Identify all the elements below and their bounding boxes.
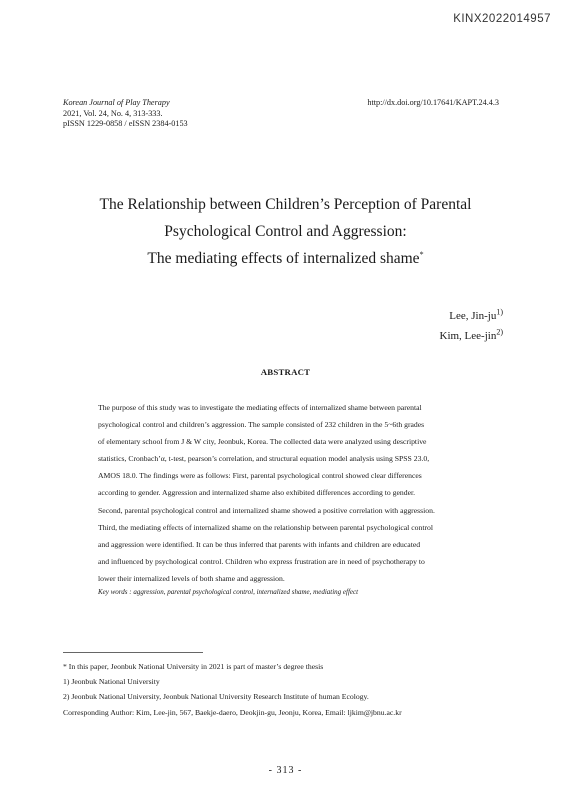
author-1-mark: 1) — [496, 307, 503, 317]
doi-link[interactable]: http://dx.doi.org/10.17641/KAPT.24.4.3 — [367, 98, 499, 107]
author-1-name: Lee, Jin-ju — [449, 310, 497, 322]
abstract-line: and influenced by psychological control. Children who express frustration are in need of psychotherapy to — [98, 556, 425, 566]
journal-info — [63, 98, 188, 130]
abstract-line: lower their internalized levels of both shame and aggression. — [98, 573, 285, 583]
journal-issn: pISSN 1229-0858 / eISSN 2384-0153 — [63, 119, 188, 128]
author-2-name: Kim, Lee-jin — [439, 330, 497, 342]
abstract-line: AMOS 18.0. The findings were as follows: First, parental psychological control showed clear differences — [98, 471, 422, 481]
abstract-line: Second, parental psychological control and internalized shame showed a positive correlation with aggression. — [98, 505, 435, 515]
abstract-line: psychological control and children’s aggression. The sample consisted of 232 children in the 5~6th grades — [98, 420, 425, 430]
abstract-line: according to gender. Aggression and internalized shame also exhibited differences according to gender. — [98, 488, 416, 498]
abstract-body — [98, 399, 498, 587]
author-1 — [440, 306, 504, 326]
journal-name: Korean Journal of Play Therapy — [63, 98, 170, 107]
abstract-line: The purpose of this study was to investigate the mediating effects of internalized shame between parental — [98, 403, 422, 412]
abstract-heading: ABSTRACT — [260, 367, 311, 377]
author-2 — [440, 326, 504, 346]
footnote-divider — [63, 652, 203, 653]
paper-title — [0, 191, 571, 272]
keywords: Key words : aggression, parental psychological control, internalized shame, mediating effect — [98, 588, 359, 596]
footnote-affiliation-2: 2) Jeonbuk National University, Jeonbuk National University Research Institute of human Ecology. — [63, 692, 369, 702]
footnote-corresponding-author: Corresponding Author: Kim, Lee-jin, 567, Baekje-daero, Deokjin-gu, Jeonju, Korea, Email: ljkim@jbnu.ac.kr — [63, 707, 402, 717]
footnote-thesis: * In this paper, Jeonbuk National University in 2021 is part of master’s degree thesis — [63, 662, 324, 671]
abstract-line: statistics, Cronbach’α, t-test, pearson’s correlation, and structural equation model analysis using SPSS 23.0, — [98, 454, 430, 464]
page-number: - 313 - — [268, 765, 303, 776]
footnote-affiliation-1: 1) Jeonbuk National University — [63, 677, 160, 687]
title-footnote-mark: * — [419, 249, 424, 259]
journal-volume-info: 2021, Vol. 24, No. 4, 313-333. — [63, 108, 163, 118]
abstract-line: Third, the mediating effects of internalized shame on the relationship between parental psychological control — [98, 522, 434, 532]
author-list — [440, 306, 504, 346]
abstract-line: and aggression were identified. It can be thus inferred that parents with infants and children are educated — [98, 539, 421, 549]
document-id: KINX2022014957 — [453, 13, 551, 25]
title-line-2: Psychological Control and Aggression: — [164, 223, 407, 240]
author-2-mark: 2) — [496, 327, 503, 337]
title-line-1: The Relationship between Children’s Perception of Parental — [99, 196, 472, 213]
title-line-3 — [0, 245, 571, 272]
footnotes — [63, 659, 513, 720]
abstract-line: of elementary school from J & W city, Jeonbuk, Korea. The collected data were analyzed using descriptive — [98, 437, 427, 447]
title-line-3-text: The mediating effects of internalized shame — [147, 250, 420, 267]
